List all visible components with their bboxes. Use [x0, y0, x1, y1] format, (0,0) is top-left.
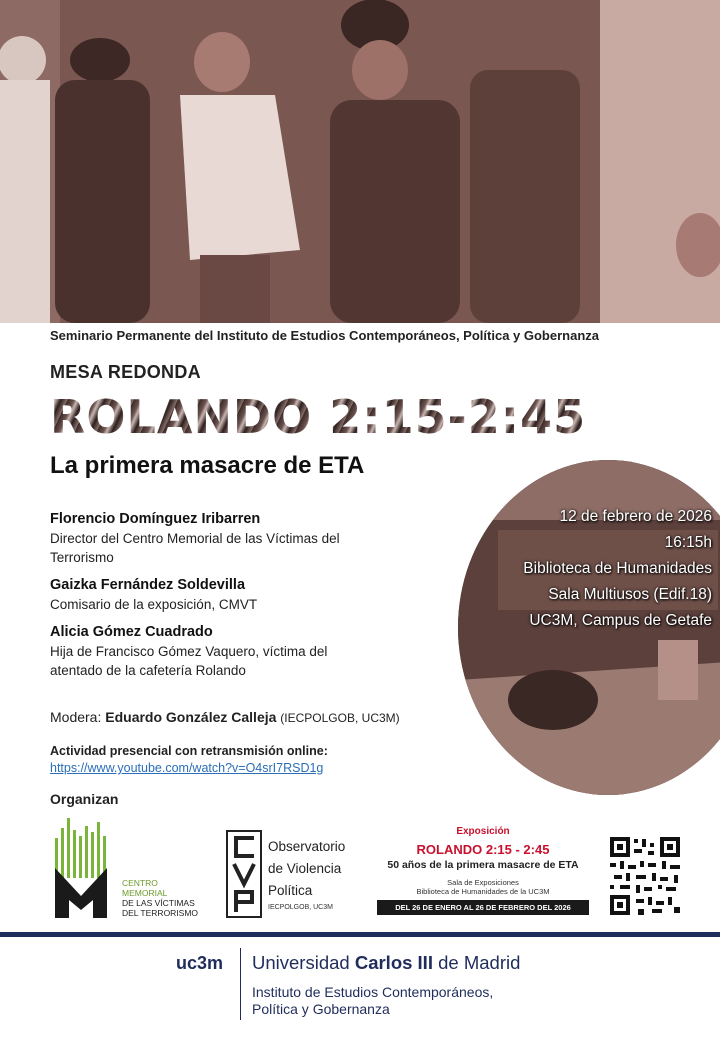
speaker-name: Florencio Domínguez Iribarren	[50, 511, 261, 527]
moderator-affiliation: (IECPOLGOB, UC3M)	[280, 711, 400, 725]
youtube-link[interactable]: https://www.youtube.com/watch?v=O4srI7RSD1g	[50, 761, 324, 775]
speaker-list	[50, 510, 380, 689]
speaker-role: Director del Centro Memorial de las Víctimas del Terrorismo	[50, 531, 340, 565]
main-subtitle: La primera masacre de ETA	[50, 452, 365, 479]
footer-divider	[240, 948, 241, 1020]
moderator-label: Modera:	[50, 709, 102, 725]
hero-photo	[0, 0, 720, 323]
moderator-name: Eduardo González Calleja	[105, 709, 277, 725]
event-campus: UC3M, Campus de Getafe	[529, 612, 712, 629]
ovp-logo-text	[268, 836, 345, 902]
exhibition-block	[377, 826, 589, 915]
ovp-affiliation: IECPOLGOB, UC3M	[268, 904, 333, 911]
speaker-name: Alicia Gómez Cuadrado	[50, 624, 213, 640]
speaker-3	[50, 623, 380, 680]
cmvt-line-1: CENTRO	[122, 878, 158, 888]
main-title: ROLANDO 2:15-2:45	[50, 390, 587, 444]
qr-code-icon[interactable]	[608, 835, 682, 917]
exhibition-dates: DEL 26 DE ENERO AL 26 DE FEBRERO DEL 2026	[377, 900, 589, 915]
seminar-title: Seminario Permanente del Instituto de Estudios Contemporáneos, Política y Gobernanza	[50, 328, 599, 343]
exhibition-label: Exposición	[456, 826, 510, 837]
ovp-logo-mark	[226, 830, 262, 918]
footer-bar	[0, 932, 720, 937]
cmvt-line-4: DEL TERRORISMO	[122, 908, 199, 918]
exhibition-place-1: Sala de Exposiciones	[447, 878, 519, 887]
exhibition-title: ROLANDO 2:15 - 2:45	[416, 842, 550, 857]
univ-pre: Universidad	[252, 952, 350, 973]
exhibition-subtitle: 50 años de la primera masacre de ETA	[387, 859, 579, 871]
ovp-line-2: de Violencia	[268, 861, 342, 876]
exhibition-place	[377, 878, 589, 896]
speaker-2	[50, 576, 380, 614]
event-time: 16:15h	[664, 534, 712, 551]
speaker-1	[50, 510, 380, 567]
institute-name	[252, 984, 493, 1018]
ovp-line-3: Política	[268, 883, 313, 898]
moderator	[50, 709, 400, 725]
institute-line-2: Política y Gobernanza	[252, 1001, 390, 1017]
cmvt-line-3: DE LAS VÍCTIMAS	[122, 898, 195, 908]
speaker-name: Gaizka Fernández Soldevilla	[50, 577, 246, 593]
ovp-letters-graphic	[228, 832, 260, 916]
organizers-label: Organizan	[50, 791, 119, 807]
cmvt-line-2: MEMORIAL	[122, 888, 168, 898]
event-info	[523, 504, 712, 634]
event-place-2: Sala Multiusos (Edif.18)	[548, 586, 712, 603]
univ-post: de Madrid	[438, 952, 521, 973]
hero-photo-illustration	[0, 0, 720, 323]
ovp-line-1: Observatorio	[268, 839, 346, 854]
speaker-role: Hija de Francisco Gómez Vaquero, víctima del atentado de la cafetería Rolando	[50, 644, 328, 678]
cmvt-logo-text	[122, 878, 198, 918]
univ-bold: Carlos III	[354, 952, 433, 973]
event-type: MESA REDONDA	[50, 362, 201, 382]
institute-line-1: Instituto de Estudios Contemporáneos,	[252, 984, 494, 1000]
activity-text: Actividad presencial con retransmisión online:	[50, 744, 328, 758]
event-place-1: Biblioteca de Humanidades	[523, 560, 712, 577]
exhibition-place-2: Biblioteca de Humanidades de la UC3M	[416, 887, 550, 896]
speaker-role: Comisario de la exposición, CMVT	[50, 597, 258, 612]
uc3m-logo: uc3m	[176, 953, 224, 973]
university-name	[252, 952, 520, 974]
event-date: 12 de febrero de 2026	[559, 508, 712, 525]
